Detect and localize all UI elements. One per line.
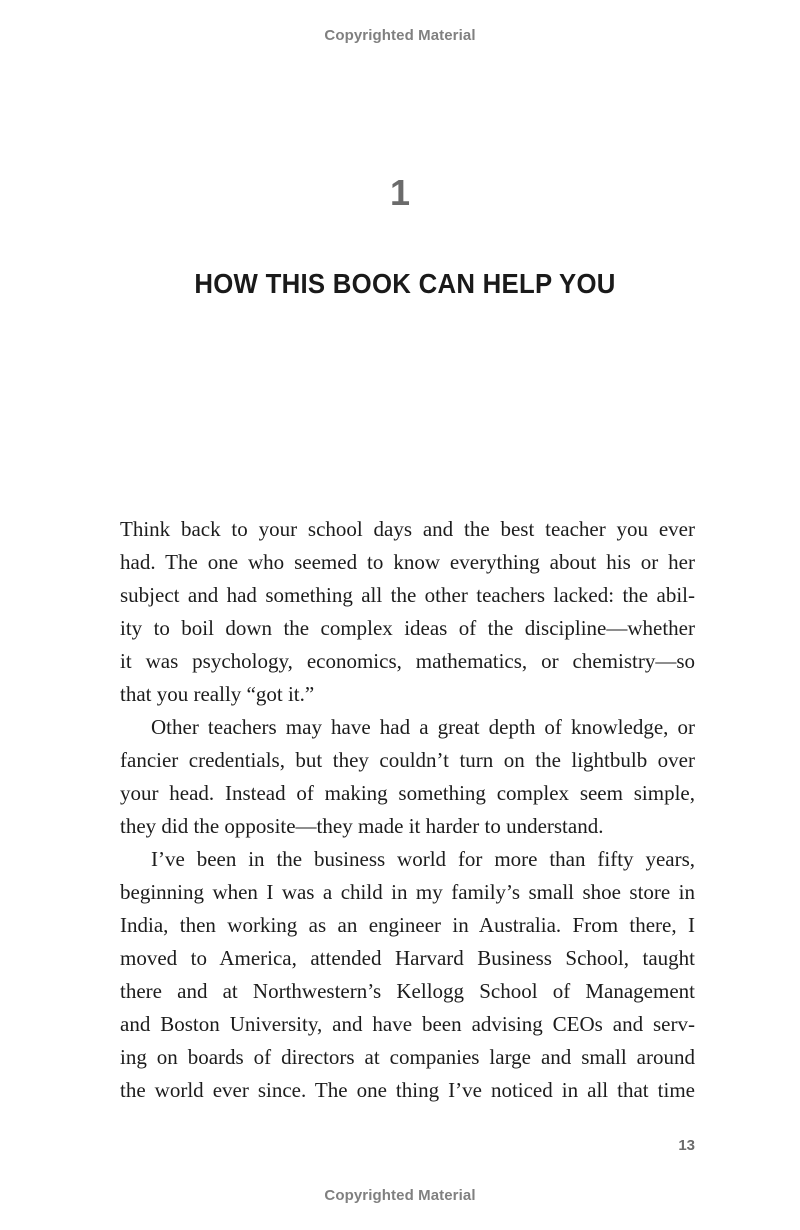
text-line: subject and had something all the other teachers lacked: the abil- [120,583,695,607]
chapter-title: HOW THIS BOOK CAN HELP YOU [194,268,616,299]
text-line: Other teachers may have had a great depth of knowledge, or [151,715,695,739]
text-line: beginning when I was a child in my family’s small shoe store in [120,880,695,904]
text-line: fancier credentials, but they couldn’t turn on the lightbulb over [120,748,695,772]
text-line: and Boston University, and have been advising CEOs and serv- [120,1012,695,1036]
body-text [120,513,695,1107]
text-line: Think back to your school days and the best teacher you ever [120,517,695,541]
text-line: that you really “got it.” [120,682,315,706]
text-line: they did the opposite—they made it harder to understand. [120,814,604,838]
page-number: 13 [678,1137,695,1154]
text-line: it was psychology, economics, mathematics, or chemistry—so [120,649,695,673]
paragraph-3 [120,843,695,1107]
paragraph-2 [120,711,695,843]
text-line: had. The one who seemed to know everything about his or her [120,550,695,574]
text-line: I’ve been in the business world for more than fifty years, [151,847,695,871]
text-line: there and at Northwestern’s Kellogg School of Management [120,979,695,1003]
paragraph-1 [120,513,695,711]
text-line: your head. Instead of making something complex seem simple, [120,781,695,805]
text-line: ity to boil down the complex ideas of the discipline—whether [120,616,695,640]
copyright-watermark-bottom: Copyrighted Material [324,1187,476,1204]
chapter-number: 1 [389,172,411,213]
text-line: the world ever since. The one thing I’ve noticed in all that time [120,1078,695,1102]
text-line: moved to America, attended Harvard Business School, taught [120,946,695,970]
copyright-watermark-top: Copyrighted Material [324,27,476,44]
text-line: ing on boards of directors at companies large and small around [120,1045,695,1069]
text-line: India, then working as an engineer in Australia. From there, I [120,913,695,937]
